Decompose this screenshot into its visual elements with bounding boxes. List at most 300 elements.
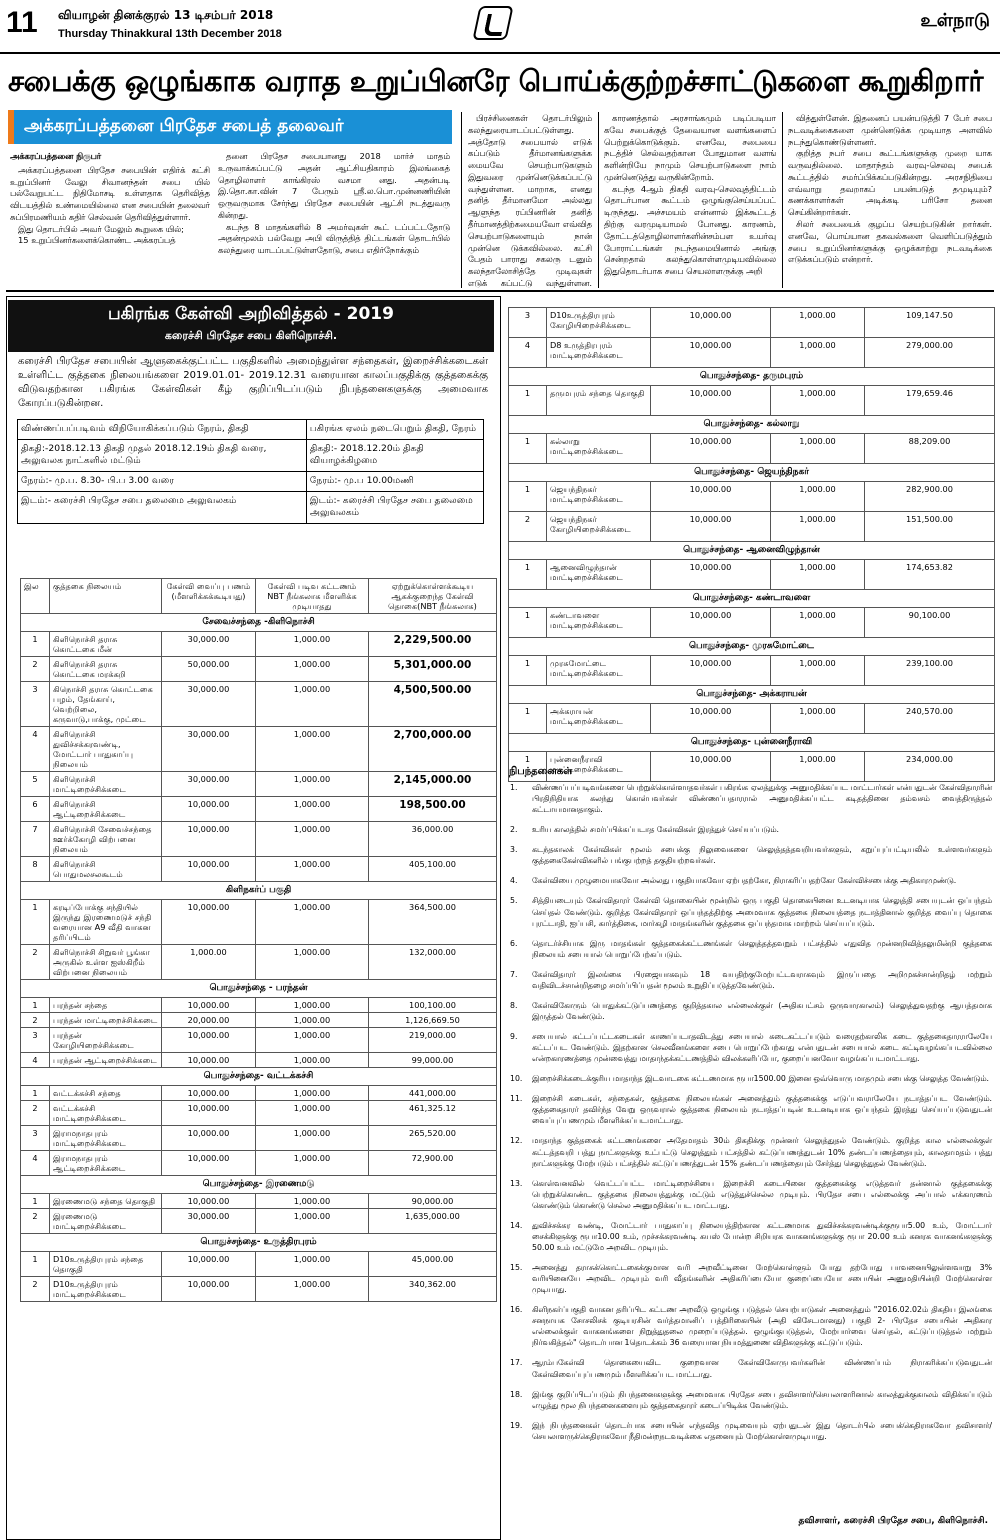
market-section-row (21, 1175, 497, 1193)
form-fee: 1,000.00 (256, 899, 369, 944)
deposit-amount: 10,000.00 (651, 655, 771, 685)
schedule-cell: இடம்:- கரைச்சி பிரதேச சபை தலைமை அலுவலகம் (18, 491, 307, 523)
lot-number: 1 (509, 385, 547, 415)
lot-name: கிளிநொச்சி சேவைச்சந்தை ஊர்க்கோழி விற்பனை நிலையம் (50, 821, 162, 856)
market-section-label: பொதுச்சந்தை- இரணைமடு (21, 1175, 497, 1193)
minimum-bid: 461,325.12 (369, 1100, 497, 1125)
table-row (509, 655, 995, 685)
table-row (21, 1012, 497, 1027)
table-row (21, 656, 497, 681)
form-fee: 1,000.00 (771, 559, 865, 589)
form-fee: 1,000.00 (256, 631, 369, 656)
market-section-row (509, 415, 995, 433)
lot-number: 1 (21, 1193, 50, 1208)
lot-number: 4 (21, 1052, 50, 1067)
lot-name: ஜெயந்திநகர் மாட்டிறைச்சிக்கடை (547, 481, 651, 511)
table-row (509, 338, 995, 368)
lot-number: 1 (21, 631, 50, 656)
condition-number: 1. (510, 783, 518, 792)
lot-number: 1 (509, 655, 547, 685)
condition-item (508, 1031, 992, 1064)
market-section-row (509, 637, 995, 655)
deposit-amount: 10,000.00 (162, 899, 256, 944)
lot-number: 1 (509, 559, 547, 589)
tender-schedule-table (17, 419, 484, 524)
minimum-bid: 179,659.46 (865, 385, 995, 415)
condition-text: கேள்வியை முழுமையாகவோ அல்லது பகுதியாகவோ ஏற்பதற்கோ, நிராகரிப்பதற்கோ கேள்விச்சபைக்கு அதிகாரமுண்டு. (532, 876, 957, 886)
minimum-bid: 90,000.00 (369, 1193, 497, 1208)
signature: தவிசாளர், கரைச்சி பிரதேச சபை, கிளிநொச்சி. (798, 1516, 988, 1526)
schedule-cell: விண்ணப்பப்படிவம் விநியோகிக்கப்படும் நேரம், திகதி (18, 420, 307, 440)
lot-name: பரந்தன் கோழியிறைச்சிக்கடை (50, 1027, 162, 1052)
deposit-amount: 10,000.00 (651, 433, 771, 463)
deposit-amount: 10,000.00 (162, 1085, 256, 1100)
lot-number: 1 (21, 899, 50, 944)
condition-text: கேள்விகோரும் பொதுக்கட்டுப்பணத்தை குறித்தகால எல்லைக்குள் (அதிகபட்சம் ஒருவாரகாலம்) செலுத்துவதற்கு ஆயத்தமாக இருத்தல் வேண்டும். (532, 1000, 992, 1021)
lot-number: 8 (21, 856, 50, 881)
minimum-bid: 279,000.00 (865, 338, 995, 368)
market-section-label: பொதுச்சந்தை- வட்டக்கச்சி (21, 1067, 497, 1085)
deposit-amount: 50,000.00 (162, 656, 256, 681)
condition-text: கொள்வனவில் வெட்டப்பட்ட மாட்டிறைச்சியை இறைச்சி கடையினை குத்தகைக்கு எடுத்தவர் தன்னால் குத்தகைக்கு பெற்றுக்கொண்ட குத்தகை நிலையத்துக்கு மட்டும் எடுத்துச்செல்ல முடியும். பிரதேச சபை எல்லைக்கு அப்பால் எக்காரணம் கொண்டும் கொண்டு செல்ல அனுமதிக்கப்பட மாட்டாது. (532, 1178, 992, 1210)
table-row (509, 385, 995, 415)
schedule-cell: நேரம்:- மு.ப. 8.30- பி.ப 3.00 வரை (18, 471, 307, 491)
article-paragraph: கடந்த 4ஆம் திகதி வரவு-செலவுத்திட்டம் தொடர்பான கூட்டம் ஒழுங்குசெய்யப்பட் டிருந்தது. அச்சமயம் என்னால் இக்கூட்டத் திற்கு வரமுடியாமல் போனது. காரணம், தோட்டத்தொழிலாளர்களின்சம்பள உயர்வு போராட்டங்கள் நடந்தமையினால் அங்கு சென்றதால் கலந்துகொள்ளமுடியவில்லை இதுதொடர்பாக சபை செயலாளருக்கு அறி (604, 183, 776, 277)
lot-number: 1 (21, 1085, 50, 1100)
form-fee: 1,000.00 (256, 796, 369, 821)
condition-item (508, 1389, 992, 1411)
minimum-bid: 99,000.00 (369, 1052, 497, 1067)
section-divider (6, 290, 994, 292)
deposit-amount: 30,000.00 (162, 771, 256, 796)
column-rule (461, 112, 462, 288)
lot-name: பரந்தன் மாட்டிறைச்சிக்கடை (50, 1012, 162, 1027)
deposit-amount: 10,000.00 (651, 511, 771, 541)
lot-number: 1 (21, 1251, 50, 1276)
tender-header (8, 300, 494, 352)
form-fee: 1,000.00 (771, 751, 865, 781)
minimum-bid: 405,100.00 (369, 856, 497, 881)
minimum-bid: 240,570.00 (865, 703, 995, 733)
deposit-amount: 10,000.00 (651, 481, 771, 511)
deposit-amount: 10,000.00 (651, 338, 771, 368)
table-row (21, 726, 497, 771)
table-row (21, 944, 497, 979)
tender-intro: கரைச்சி பிரதேச சபையின் ஆளுகைக்குட்பட்ட பகுதிகளில் அமைந்துள்ள சந்தைகள், இறைச்சிக்கடைகள் உள்ளிட்ட குத்தகை நிலையங்களை 2019.01.01- 2019.12.31 வரையான காலப்பகுதிக்கு குத்தகைக்கு விடுவதற்கான பகிரங்க கேள்விகள் கீழ் குறிப்பிடப்படும் நிபந்தனைகளுக்கு அமைவாக கோரப்படுகின்றன. (18, 356, 488, 409)
deposit-amount: 10,000.00 (162, 821, 256, 856)
lot-name: கண்டாவளை மாட்டிறைச்சிக்கடை (547, 607, 651, 637)
condition-text: அனைத்து தராசுக்கொட்டகைக்குமான வரி அறவீட்டினை மேற்கொள்ளும் போது தற்போது பாவனையிலுள்ளவாறு 3% வரியினையே அறவிட முடியும் வரி வீதங்களின் அதிகரிப்பையோ குறைப்பையோ சபையின் அனுமதியின்றி மேற்கொள்ள முடியாது. (532, 1263, 992, 1295)
minimum-bid: 198,500.00 (369, 796, 497, 821)
minimum-bid: 4,500,500.00 (369, 681, 497, 726)
table-row (21, 1085, 497, 1100)
lot-name: வட்டக்கச்சி மாட்டிறைச்சிக்கடை (50, 1100, 162, 1125)
lot-name: D10உருத்திரபுரம் மாட்டிறைச்சிக்கடை (50, 1276, 162, 1301)
form-fee: 1,000.00 (771, 308, 865, 338)
lot-name: அக்கராயன் மாட்டிறைச்சிக்கடை (547, 703, 651, 733)
condition-item (508, 844, 992, 866)
masthead (0, 0, 1000, 54)
condition-number: 10. (510, 1074, 523, 1084)
condition-text: மாதாந்த குத்தகைக் கட்டணங்களை அதேமாதம் 30ம் திகதிக்கு முன்னர் செலுத்துதல் வேண்டும். குறித்த கால எல்லைக்குள் கட்டத்தவறி பத்து நாட்களுக்கு உட்பட்டு செலுத்தும் பட்சத்தில் கட்டுப்பணத்துடன் 10% தண்டப்பணத்தையும், காலதாமதம் பத்து நாட்களுக்கு மேற்படும் பட்சத்தில் கட்டுப்பணத்துடன் 15% தண்டப்பணத்தையும் சேர்த்து செலுத்துதல் வேண்டும். (532, 1136, 992, 1168)
lot-number: 2 (21, 656, 50, 681)
condition-text: சித்தியடையும் கேள்விதாரர் கேள்வி தொகையின் மூன்றில் ஒரு பகுதி தொகையினை உடனடியாக செலுத்தி சபையுடன் ஒப்பந்தம் செய்தல் வேண்டும். குறித்த கேள்விதாரர் ஒப்பந்தத்திற்கு அமைவாக குத்தகை நிலையத்தை நடாத்தினால் குறித்த வைப்பு தொகை புரட்டாதி, ஐப்பசி, கார்த்திகை, மார்கழி மாதங்களின் குத்தகை ஒப்பந்தமாக மாற்றம் செய்யப்படும். (532, 896, 992, 928)
condition-number: 5. (510, 896, 518, 906)
lot-name: D10உருத்திரபுரம் சந்தை தொகுதி (50, 1251, 162, 1276)
section-name: உள்நாடு (920, 10, 990, 31)
form-fee: 1,000.00 (256, 1027, 369, 1052)
form-fee: 1,000.00 (771, 481, 865, 511)
market-section-row (509, 685, 995, 703)
schedule-cell: இடம்:- கரைச்சி பிரதேச சபை தலைமை அலுவலகம் (306, 491, 483, 523)
lot-number: 2 (21, 1012, 50, 1027)
lot-number: 1 (509, 481, 547, 511)
tender-subtitle: கரைச்சி பிரதேச சபை கிளிநொச்சி. (164, 329, 338, 342)
lot-number: 5 (21, 771, 50, 796)
form-fee: 1,000.00 (771, 655, 865, 685)
date-english: Thursday Thinakkural 13th December 2018 (58, 28, 282, 40)
table-header: ஏற்றுக்கொள்ளக்கூடிய ஆகக்குறைந்த கேள்வி தொகை(NBT நீங்கலாக) (369, 579, 497, 614)
minimum-bid: 2,229,500.00 (369, 631, 497, 656)
minimum-bid: 364,500.00 (369, 899, 497, 944)
schedule-cell: திகதி:-2018.12.13 திகதி முதல் 2018.12.19ம் திகதி வரை, அலுவலக நாட்களில் மட்டும் (18, 440, 307, 472)
condition-number: 7. (510, 969, 518, 979)
deposit-amount: 10,000.00 (651, 607, 771, 637)
condition-text: இந் நிபந்தனைகள் தொடர்பாக சபையின் எந்தவித முடிவையும் ஏற்பதுடன் இது தொடர்பில் சபைக்கெதிராகவோ தவிசாளர்/செயலாளருக்கெதிராகவோ நீதிமன்றநடவடிக்கை எதனையும் மேற்கொள்ளமுடியாது. (532, 1420, 992, 1441)
lot-name: D8 உருத்திரபுரம் மாட்டிறைச்சிக்கடை (547, 338, 651, 368)
condition-item (508, 938, 992, 960)
minimum-bid: 5,301,000.00 (369, 656, 497, 681)
lots-table-left (20, 578, 497, 1302)
form-fee: 1,000.00 (256, 726, 369, 771)
article-paragraph: இது தொடர்பில் அவர் மேலும் கூறுகை யில்; (18, 223, 184, 234)
article-paragraph: காரணத்தால் அரசாங்கமும் படிப்படியா கவே சபைக்குத் தேவையான வளங்களைப் பெற்றுக்கொடுக்கும். எனவே, சபையை நடத்திச் செல்வதற்கான போதுமான வளங் களின்றியே நாமும் செயற்பாடுகளை நாம் முன்னெடுத்து வருகின்றோம். (604, 113, 776, 182)
lot-number: 2 (21, 1100, 50, 1125)
deposit-amount: 30,000.00 (162, 681, 256, 726)
table-header: இல (21, 579, 50, 614)
minimum-bid: 234,000.00 (865, 751, 995, 781)
table-row (509, 703, 995, 733)
lot-number: 1 (509, 433, 547, 463)
article-paragraph: வித்துள்ளேன். இதனைப் பயன்படுத்தி 7 பேர் சபை நடவடிக்கைகளை முன்னெடுக்க முடியாத அளவில் நடந்துகொண்டுள்ளனர். (788, 113, 992, 147)
table-row (21, 1208, 497, 1233)
market-section-label: கிளிநகர்ப் பகுதி (21, 881, 497, 899)
lot-number: 1 (509, 751, 547, 781)
page-number: 11 (6, 6, 38, 39)
table-row (509, 511, 995, 541)
deposit-amount: 10,000.00 (651, 385, 771, 415)
lot-number: 1 (509, 607, 547, 637)
condition-text: கேள்விதாரர் இலங்கை பிரஜையாகவும் 18 வயதிற்குமேற்பட்டவராகவும் இருப்பதை அறிமுகச்சான்றிதழ் மற்றும் வதிவிடச்சான்றிதழை சமர்ப்பிப்பதன் மூலம் உறுதிப்படுத்தவேண்டும். (532, 969, 992, 990)
condition-number: 15. (510, 1263, 523, 1272)
condition-item (508, 1135, 992, 1168)
market-section-label: பொதுச்சந்தை- உருத்திரபுரம் (21, 1233, 497, 1251)
condition-item (508, 1220, 992, 1253)
form-fee: 1,000.00 (771, 385, 865, 415)
form-fee: 1,000.00 (256, 681, 369, 726)
market-section-label: பொதுச்சந்தை - பரந்தன் (21, 979, 497, 997)
market-section-row (21, 614, 497, 632)
form-fee: 1,000.00 (256, 1012, 369, 1027)
form-fee: 1,000.00 (256, 1193, 369, 1208)
condition-text: உரிய காலத்தில் சமர்ப்பிக்கப்படாத கேள்விகள் இரத்துச் செய்யப்படும். (532, 825, 780, 835)
article-paragraph: பிரச்சினைகள் தொடர்பிலும் கலந்துரையாடப்பட்டுள்ளது. அத்தோடு சபையால் எடுக் கப்படும் தீர்மானங்களுக்க மையவே செயற்பாடுகளும் இதுவரை முன்னெடுக்கப்பட்டு வந்துள்ளன. மாறாக, எனது தனித் தீர்மானமோ அல்லது ஆளுந்த ரப்பினரின் தனித் தீர்மானத்திற்கமையவோ எவ்வித செயற்பாடுகளையும் நான் முன்னெ டுக்கவில்லை. கட்சி பேதம் பாராது சகலரு டனும் கலந்தாலோசித்தே முடிவுகள் எடுக் கப்பட்டு வந்துள்ளன. (468, 113, 592, 288)
headline: சபைக்கு ஒழுங்காக வராத உறுப்பினரே பொய்க்குற்றச்சாட்டுகளை கூறுகிறார் (8, 64, 984, 98)
table-row (21, 1052, 497, 1067)
condition-item (508, 1073, 992, 1084)
lot-name: முரசுமோட்டை மாட்டிறைச்சிக்கடை (547, 655, 651, 685)
minimum-bid: 90,100.00 (865, 607, 995, 637)
minimum-bid: 88,209.00 (865, 433, 995, 463)
lot-number: 3 (509, 308, 547, 338)
lot-number: 3 (21, 1027, 50, 1052)
deposit-amount: 30,000.00 (162, 631, 256, 656)
article-col-1 (10, 151, 210, 286)
newspaper-logo-icon (472, 6, 513, 40)
minimum-bid: 282,900.00 (865, 481, 995, 511)
deposit-amount: 10,000.00 (651, 703, 771, 733)
table-row (21, 997, 497, 1012)
condition-item (508, 895, 992, 928)
deposit-amount: 10,000.00 (651, 308, 771, 338)
minimum-bid: 100,100.00 (369, 997, 497, 1012)
condition-item (508, 1357, 992, 1379)
table-row (509, 433, 995, 463)
table-row (21, 681, 497, 726)
date-tamil: வியாழன் தினக்குரல் 13 டிசம்பர் 2018 (58, 8, 274, 22)
market-section-label: பொதுச்சந்தை- கண்டாவளை (509, 589, 995, 607)
condition-number: 11. (510, 1094, 523, 1104)
market-section-row (21, 1233, 497, 1251)
article-col-5 (788, 113, 992, 289)
condition-number: 17. (510, 1358, 523, 1368)
lot-number: 2 (21, 1208, 50, 1233)
lot-number: 1 (21, 997, 50, 1012)
table-row (21, 1193, 497, 1208)
lot-number: 3 (21, 1125, 50, 1150)
condition-number: 3. (510, 845, 518, 855)
form-fee: 1,000.00 (256, 997, 369, 1012)
minimum-bid: 2,700,000.00 (369, 726, 497, 771)
minimum-bid: 239,100.00 (865, 655, 995, 685)
condition-number: 8. (510, 1000, 518, 1010)
condition-item (508, 1093, 992, 1126)
form-fee: 1,000.00 (256, 821, 369, 856)
condition-number: 12. (510, 1136, 523, 1146)
table-row (21, 771, 497, 796)
article-paragraph: சிலர் சபையைக் குழப்ப செயற்படுகின் றார்கள். எனவே, பொய்யான தகவல்களை வெளிப்படுத்தும் சபை உறுப்பினர்களுக்கு ஒழுக்காற்று நடவடிக்கை எடுக்கப்படும் என்றார். (788, 219, 992, 265)
table-row (21, 1150, 497, 1175)
lot-name: வட்டக்கச்சி சந்தை (50, 1085, 162, 1100)
lot-name: D10உருத்திரபுரம் கோழியிறைச்சிக்கடை (547, 308, 651, 338)
schedule-cell: பகிரங்க ஏலம் நடைபெறும் திகதி, நேரம் (306, 420, 483, 440)
conditions-title: நிபந்தனைகள் (509, 766, 573, 777)
lot-name: கிநொச்சி தராசு கொட்டகை பழம், தேங்காய், வெற்றிலை, கருவாடு,பாக்கு, முட்டை (50, 681, 162, 726)
market-section-row (509, 733, 995, 751)
form-fee: 1,000.00 (256, 771, 369, 796)
conditions-list (508, 782, 992, 1451)
deposit-amount: 20,000.00 (162, 1012, 256, 1027)
market-section-label: பொதுச்சந்தை- கல்லாறு (509, 415, 995, 433)
article-col-2 (218, 151, 450, 286)
condition-item (508, 1178, 992, 1211)
lot-name: கிளிநொச்சி தராசு கொட்டகை மரக்கறி (50, 656, 162, 681)
condition-text: கிளிநகர்ப்பகுதி வாகன தரிப்பிட கட்டண அறவீடு ஒழுங்கு படுத்தல் செயற்பாடுகள் அனைத்தும் "2016.02.02ம் திகதிய இலங்கை சனநாயக சோசலிசக் குடியரசின் வர்த்தமானிப் பத்திரிகையின் (அதி விசேடமானது) பகுதி 2- பிரதேச சபையின் அதிகார எல்லைக்குள் வாகனங்களை நிறுத்துதலை முறைப்படுத்தல். ஒழுங்குபடுத்தல், மேற்பார்வை செய்தல், கட்டுப்படுத்தல் மற்றும் நிர்வகித்தல்" தொடர்பான 1தொடக்கம் 36 வரையான நியமத்துணை விதிகளுக்கு கட்டுப்படும். (532, 1305, 992, 1348)
lot-number: 4 (21, 726, 50, 771)
table-row (21, 1125, 497, 1150)
table-row (21, 1251, 497, 1276)
table-row (21, 856, 497, 881)
form-fee: 1,000.00 (256, 1150, 369, 1175)
table-row (21, 821, 497, 856)
article-dateline: அக்கரப்பத்தனை நிருபர் (10, 151, 102, 161)
table-row (509, 308, 995, 338)
table-row (509, 751, 995, 781)
minimum-bid: 151,500.00 (865, 511, 995, 541)
column-rule (782, 112, 783, 288)
lot-name: கிளிநொச்சி துவிச்சக்கரவண்டி, மோட்டார் பாதுகாப்பு நிலையம் (50, 726, 162, 771)
condition-text: தொடர்ச்சியாக இரு மாதங்கள் குத்தகைக்கட்டணங்கள் செலுத்தத்தவறும் பட்சத்தில் எதுவித முன்னறிவித்தலுமின்றி குத்தகை நிலையம் சபையால் பொறுப்பேற்கப்படும். (532, 938, 992, 959)
market-section-row (509, 368, 995, 386)
table-row (509, 607, 995, 637)
minimum-bid: 174,653.82 (865, 559, 995, 589)
minimum-bid: 132,000.00 (369, 944, 497, 979)
minimum-bid: 2,145,000.00 (369, 771, 497, 796)
deposit-amount: 10,000.00 (651, 751, 771, 781)
form-fee: 1,000.00 (771, 607, 865, 637)
condition-number: 18. (510, 1389, 523, 1399)
table-header: கேள்வி வைப்பு பணம் (மீளளிக்கக்கூடியது) (162, 579, 256, 614)
deposit-amount: 1,000.00 (162, 944, 256, 979)
deposit-amount: 10,000.00 (162, 1052, 256, 1067)
article-paragraph: கடந்த 8 மாதங்களில் 8 அமர்வுகள் கூட் டப்பட்டதோடு அதன்மூலம் பல்வேறு அபி விருத்தித் திட்டங்கள் தொடர்பில் கலந்துரை யாடப்பட்டுள்ளதோடு, சபை எதிர்நோக்கும் (218, 221, 450, 256)
article-paragraph: குறித்த நபர் சபை கூட்டங்களுக்கு முறை யாக வருவதில்லை. மாதாந்தம் வரவு-செலவு சபைக் கூட்டத்தில் சமர்ப்பிக்கப்படுகின்றது. அரசநிதியை எவ்வாறு தவறாகப் பயன்படுத் தமுடியும்? கணக்காளர்கள் அடிக்கடி பரிசோ தனை செய்கின்றார்கள். (788, 148, 992, 218)
condition-item (508, 875, 992, 886)
condition-item (508, 824, 992, 835)
condition-text: இறைச்சி கடைகள், சந்தைகள், குத்தகை நிலையங்கள் அனைத்தும் குத்தகைக்கு எடுப்பவராலேயே நடாத்தப்பட வேண்டும். குத்தகைதாரர் தவிர்ந்த வேறு ஒருவரால் குத்தகை நிலையம் நடாத்தப்படின் உடனடியாக ஒப்பந்தம் இரத்து செய்யப்படுவதுடன் வைப்புப்பணமும் மீளளிக்கப்படமாட்டாது. (532, 1094, 992, 1126)
market-section-row (21, 881, 497, 899)
lot-name: ஆனைவிழுந்தான் மாட்டிறைச்சிக்கடை (547, 559, 651, 589)
form-fee: 1,000.00 (256, 856, 369, 881)
lot-number: 6 (21, 796, 50, 821)
lot-number: 3 (21, 681, 50, 726)
condition-number: 14. (510, 1220, 523, 1230)
lot-name: இரணைமடு மாட்டிறைச்சிக்கடை (50, 1208, 162, 1233)
lot-name: கல்லாறு மாட்டிறைச்சிக்கடை (547, 433, 651, 463)
condition-item (508, 1420, 992, 1442)
condition-item (508, 1304, 992, 1348)
condition-item (508, 969, 992, 991)
market-section-row (509, 541, 995, 559)
deposit-amount: 10,000.00 (162, 1125, 256, 1150)
table-header: கேள்வி படிவ கட்டணம் NBT நீங்கலாக மீளளிக்க முடியாதது (256, 579, 369, 614)
condition-text: இறைச்சிக்கடைக்குரிய மாதாந்த இடவாடகை கட்டணமாக ரூபா1500.00 இனை ஒவ்வொரு மாதமும் சபைக்கு செலுத்த வேண்டும். (532, 1074, 990, 1084)
minimum-bid: 441,000.00 (369, 1085, 497, 1100)
deposit-amount: 10,000.00 (162, 856, 256, 881)
condition-number: 16. (510, 1305, 523, 1315)
form-fee: 1,000.00 (256, 1052, 369, 1067)
market-section-label: பொதுச்சந்தை- ஆனைவிழுந்தான் (509, 541, 995, 559)
form-fee: 1,000.00 (256, 1100, 369, 1125)
lots-table-right (508, 307, 995, 782)
lot-number: 2 (21, 1276, 50, 1301)
form-fee: 1,000.00 (256, 944, 369, 979)
market-section-label: பொதுச்சந்தை- புன்னைநீராவி (509, 733, 995, 751)
lot-name: கிளிநொச்சி தராசு கொட்டகை மீன் (50, 631, 162, 656)
minimum-bid: 45,000.00 (369, 1251, 497, 1276)
form-fee: 1,000.00 (771, 511, 865, 541)
condition-text: கடந்தகாலக் கேள்விகள் மூலம் சபைக்கு நிலுவைகளை செலுத்தத்தவறியவர்களும், கறுப்புப்பட்டியலில் உள்ளவர்களும் குத்தகைகேள்விகளில் பங்குபற்றத் தகுதியற்றவர்கள். (532, 845, 992, 866)
condition-text: துவிச்சக்கர வண்டி, மோட்டார் பாதுகாப்பு நிலையத்திற்கான கட்டணமாக துவிச்சக்கரவண்டிக்குரூபா5.00 உம், மோட்டார் சைக்கிளுக்கு ரூபா10.00 உம், முச்சக்கரவண்டி கயஸ் போன்ற சிறியரக வாகனங்களுக்கு ரூபா 20.00 உம் கனரக வாகனங்களுக்கு 50.00 உம் மட்டுமே அறவிட முடியும். (532, 1220, 992, 1252)
schedule-cell: திகதி:- 2018.12.20ம் திகதி வியாழக்கிழமை (306, 440, 483, 472)
condition-number: 4. (510, 876, 518, 886)
table-row (21, 1100, 497, 1125)
lot-name: கரடிப்போக்கு சந்தியில் இருந்து இரணைமடுச் சந்தி வரையான A9 வீதி வாகன தரிப்பிடம் (50, 899, 162, 944)
market-section-row (21, 1067, 497, 1085)
column-rule (598, 112, 599, 288)
deposit-amount: 10,000.00 (162, 1100, 256, 1125)
form-fee: 1,000.00 (771, 703, 865, 733)
market-section-label: பொதுச்சந்தை- அக்கராயன் (509, 685, 995, 703)
deposit-amount: 10,000.00 (162, 796, 256, 821)
minimum-bid: 340,362.00 (369, 1276, 497, 1301)
lot-name: இராமநாதபுரம் மாட்டிறைச்சிக்கடை (50, 1125, 162, 1150)
lot-name: பரந்தன் ஆட்டிறைச்சிக்கடை (50, 1052, 162, 1067)
table-row (509, 559, 995, 589)
lot-number: 4 (21, 1150, 50, 1175)
lot-number: 1 (509, 703, 547, 733)
lot-name: பரந்தன் சந்தை (50, 997, 162, 1012)
deposit-amount: 10,000.00 (162, 997, 256, 1012)
article-paragraph: அக்கரப்பத்தனை பிரதேச சபையின் எதிர்க் கட்சி உறுப்பினர் வேலு சிவானந்தன் சபை யில் பல்வேறுபட்ட நிதிமோசடி உள்ளதாக தெரிவித்த விடயத்தில் உண்மையில்லை என சபையின் தலைவர் சுப்பிரமணியம் கதிர் செல்வன் தெரிவித்துள்ளார். (10, 164, 210, 222)
condition-item (508, 1262, 992, 1295)
condition-number: 13. (510, 1178, 523, 1188)
minimum-bid: 72,900.00 (369, 1150, 497, 1175)
form-fee: 1,000.00 (256, 1085, 369, 1100)
minimum-bid: 219,000.00 (369, 1027, 497, 1052)
form-fee: 1,000.00 (256, 1276, 369, 1301)
lot-number: 7 (21, 821, 50, 856)
condition-number: 6. (510, 938, 518, 948)
market-section-label: சேவைச்சந்தை -கிளிநொச்சி (21, 614, 497, 632)
deposit-amount: 10,000.00 (651, 559, 771, 589)
article-paragraph: 15 உறுப்பினர்களைக்கொண்ட அக்கரப்பத் (18, 235, 176, 246)
lot-name: கிளிநொச்சி மாட்டிறைச்சிக்கடை (50, 771, 162, 796)
deposit-amount: 10,000.00 (162, 1276, 256, 1301)
market-section-row (509, 463, 995, 481)
condition-item (508, 782, 992, 815)
market-section-label: பொதுச்சந்தை- ஜெயந்திநகர் (509, 463, 995, 481)
condition-text: இங்கு குறிப்பிடப்படும் நிபந்தனைகளுக்கு அமைவாக பிரதேச சபை தவிசாளர்/செயலாளரினால் காலத்துக்குகாலம் விதிக்கப்படும் எழுத்து மூல நிபந்தனைகளையும் குத்தகைதாரர் கடைப்பிடிக்க வேண்டும். (532, 1389, 992, 1410)
schedule-cell: நேரம்:- மு.ப 10.00மணி (306, 471, 483, 491)
lot-name: ஜெயந்திநகர் கோழியிறைச்சிக்கடை (547, 511, 651, 541)
lot-name: இராமநாதபுரம் ஆட்டிறைச்சிக்கடை (50, 1150, 162, 1175)
lot-number: 2 (21, 944, 50, 979)
lot-name: புன்னைநீராவி மாட்டிறைச்சிக்கடை (547, 751, 651, 781)
condition-item (508, 1000, 992, 1022)
table-row (21, 796, 497, 821)
market-section-label: பொதுச்சந்தை- முரசுமோட்டை (509, 637, 995, 655)
minimum-bid: 1,126,669.50 (369, 1012, 497, 1027)
condition-number: 2. (510, 825, 518, 835)
form-fee: 1,000.00 (256, 1251, 369, 1276)
minimum-bid: 109,147.50 (865, 308, 995, 338)
form-fee: 1,000.00 (256, 1208, 369, 1233)
article-paragraph: தனை பிரதேச சபையானது 2018 மார்ச் மாதம் உருவாக்கப்பட்டு அதன் ஆட்சியதிகாரம் இலங்கைத் தொழிலாளர் காங்கிரஸ் வசமா னது. அதன்படி இ.தொ.கா.வின் 7 பேரும் ஸ்ரீ.ல.பொ.முன்னணியின் ஒருவருமாக சேர்ந்து பிரதேச சபையின் ஆட்சி நடத்துவரு கின்றது. (218, 151, 450, 220)
lot-number: 2 (509, 511, 547, 541)
table-row (509, 481, 995, 511)
form-fee: 1,000.00 (256, 656, 369, 681)
